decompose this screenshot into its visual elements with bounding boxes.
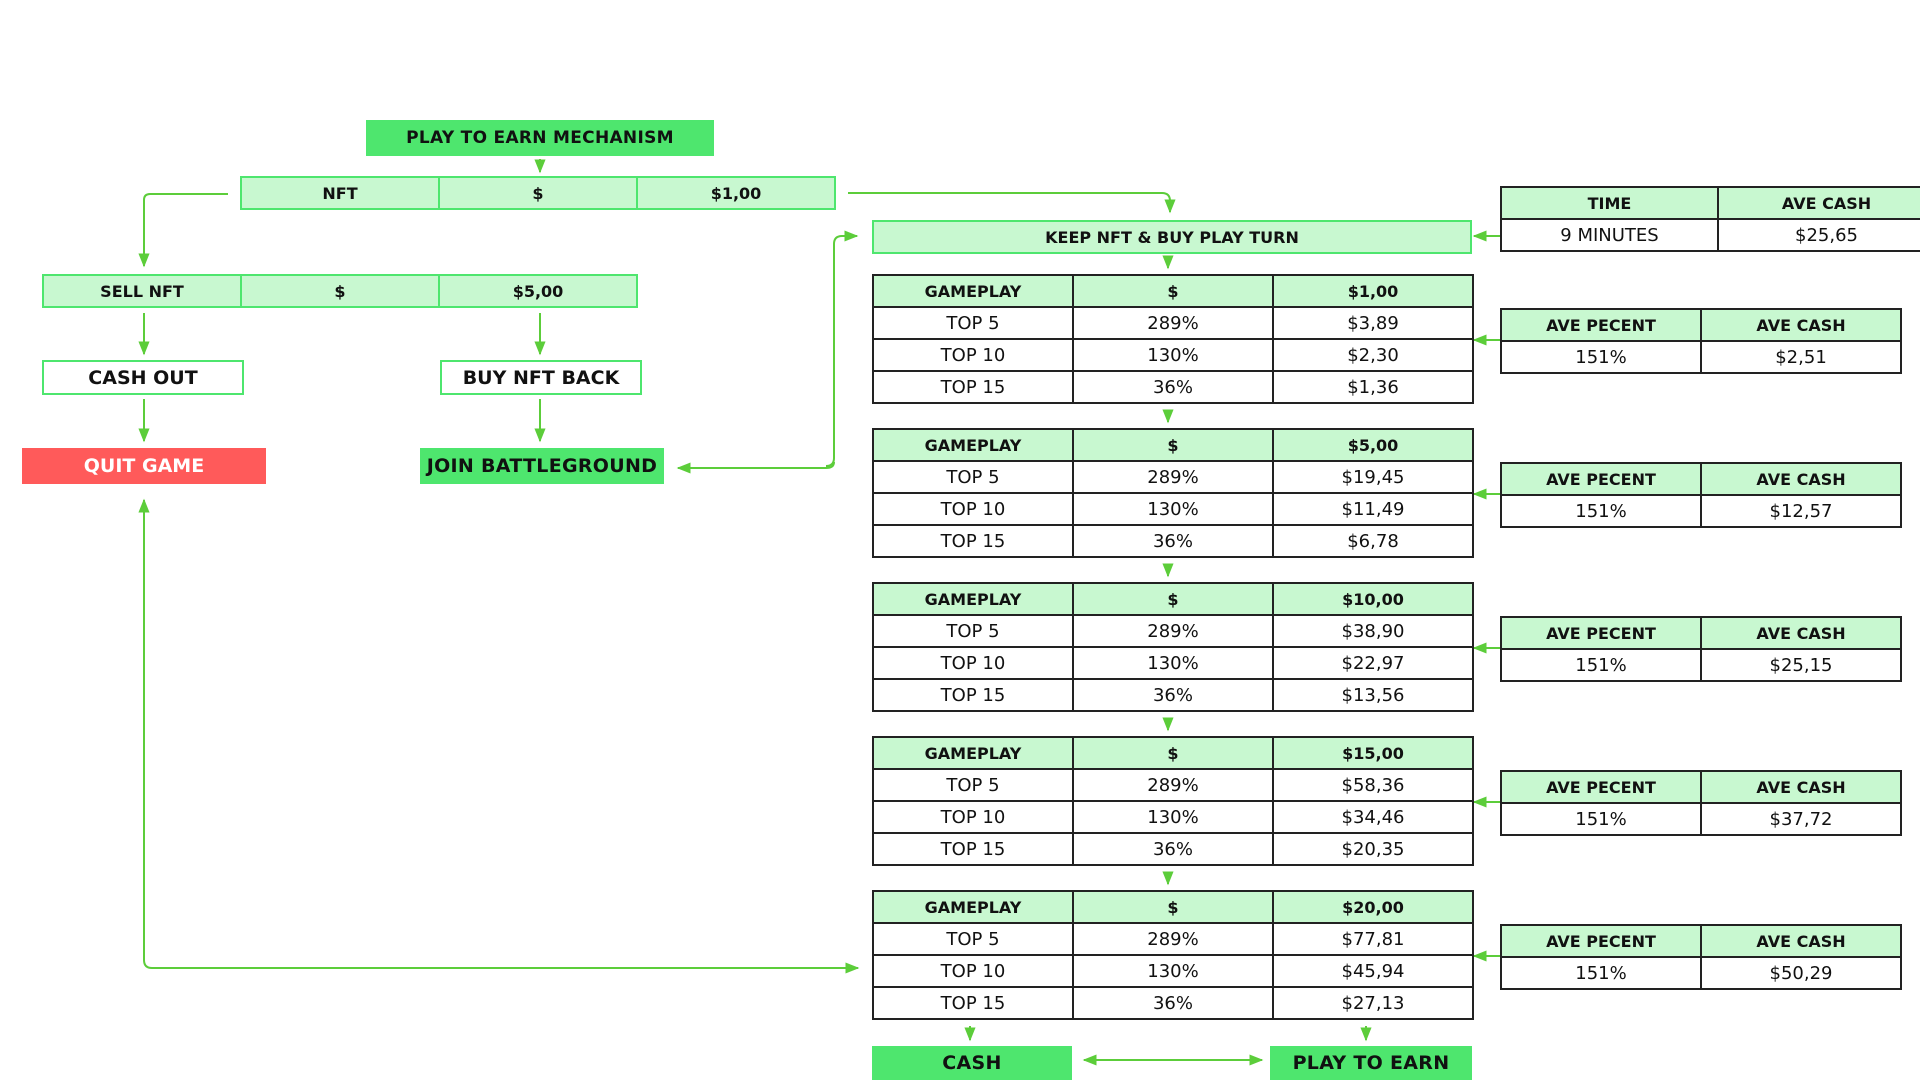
gameplay-cell: 289% [1073, 615, 1273, 647]
keep-nft-row [872, 220, 1472, 254]
sell-currency-cell: $ [240, 274, 440, 308]
ave-cash-header: AVE CASH [1701, 309, 1901, 341]
title-box: PLAY TO EARN MECHANISM [366, 120, 714, 156]
nft-cell: NFT [240, 176, 440, 210]
gameplay-header-cell: GAMEPLAY [873, 275, 1073, 307]
time-table [1500, 186, 1920, 252]
gameplay-cell: 130% [1073, 339, 1273, 371]
join-battleground-box: JOIN BATTLEGROUND [420, 448, 664, 484]
ave-table [1500, 462, 1902, 528]
gameplay-header-row [873, 737, 1473, 769]
gameplay-cell: TOP 5 [873, 615, 1073, 647]
ave-percent-header: AVE PECENT [1501, 771, 1701, 803]
ave-table [1500, 616, 1902, 682]
ave-percent-value: 151% [1501, 495, 1701, 527]
gameplay-cell: $6,78 [1273, 525, 1473, 557]
ave-percent-value: 151% [1501, 803, 1701, 835]
ave-table [1500, 770, 1902, 836]
gameplay-cell: TOP 10 [873, 493, 1073, 525]
nft-row [240, 176, 836, 210]
gameplay-cell: TOP 5 [873, 769, 1073, 801]
gameplay-cell: $77,81 [1273, 923, 1473, 955]
gameplay-cell: $20,35 [1273, 833, 1473, 865]
gameplay-header-cell: GAMEPLAY [873, 891, 1073, 923]
ave-cash-value: $50,29 [1701, 957, 1901, 989]
gameplay-header-cell: $5,00 [1273, 429, 1473, 461]
ave-cash-value: $2,51 [1701, 341, 1901, 373]
cash-out-box: CASH OUT [42, 360, 244, 395]
gameplay-table [872, 890, 1474, 1020]
gameplay-cell: TOP 15 [873, 987, 1073, 1019]
ave-cash-header: AVE CASH [1718, 187, 1920, 219]
time-value: 9 MINUTES [1501, 219, 1718, 251]
sell-price-cell: $5,00 [438, 274, 638, 308]
ave-header-row [1501, 925, 1901, 957]
gameplay-cell: 130% [1073, 493, 1273, 525]
gameplay-header-cell: $ [1073, 891, 1273, 923]
gameplay-table [872, 736, 1474, 866]
gameplay-cell: TOP 10 [873, 955, 1073, 987]
gameplay-cell: 289% [1073, 923, 1273, 955]
ave-cash-value: $25,15 [1701, 649, 1901, 681]
gameplay-header-row [873, 583, 1473, 615]
ave-table [1500, 308, 1902, 374]
arrow-quit-loop [144, 500, 858, 968]
gameplay-cell: $58,36 [1273, 769, 1473, 801]
ave-value-row [1501, 649, 1901, 681]
gameplay-header-cell: $ [1073, 583, 1273, 615]
gameplay-header-cell: $ [1073, 429, 1273, 461]
gameplay-cell: 36% [1073, 371, 1273, 403]
gameplay-header-cell: $ [1073, 275, 1273, 307]
ave-value-row [1501, 957, 1901, 989]
gameplay-cell: TOP 5 [873, 461, 1073, 493]
arrow-join-to-keep [826, 236, 857, 466]
gameplay-cell: $34,46 [1273, 801, 1473, 833]
gameplay-cell: $2,30 [1273, 339, 1473, 371]
gameplay-header-cell: $10,00 [1273, 583, 1473, 615]
gameplay-cell: TOP 15 [873, 679, 1073, 711]
gameplay-cell: TOP 5 [873, 923, 1073, 955]
buy-nft-back-box: BUY NFT BACK [440, 360, 642, 395]
gameplay-cell: TOP 15 [873, 525, 1073, 557]
ave-cash-header: AVE CASH [1701, 771, 1901, 803]
gameplay-row [873, 647, 1473, 679]
gameplay-header-cell: GAMEPLAY [873, 429, 1073, 461]
gameplay-table [872, 582, 1474, 712]
ave-header-row [1501, 309, 1901, 341]
gameplay-cell: TOP 10 [873, 339, 1073, 371]
ave-header-row [1501, 463, 1901, 495]
gameplay-row [873, 833, 1473, 865]
gameplay-row [873, 801, 1473, 833]
gameplay-cell: TOP 10 [873, 801, 1073, 833]
sell-row [42, 274, 638, 308]
gameplay-row [873, 987, 1473, 1019]
gameplay-cell: 130% [1073, 955, 1273, 987]
ave-percent-header: AVE PECENT [1501, 617, 1701, 649]
gameplay-cell: $1,36 [1273, 371, 1473, 403]
arrow-nft-to-sell [144, 194, 228, 266]
gameplay-row [873, 923, 1473, 955]
time-header: TIME [1501, 187, 1718, 219]
sell-nft-cell: SELL NFT [42, 274, 242, 308]
gameplay-cell: TOP 15 [873, 371, 1073, 403]
ave-value-row [1501, 803, 1901, 835]
cash-box: CASH [872, 1046, 1072, 1080]
arrow-nft-to-keep [848, 193, 1170, 212]
gameplay-cell: $22,97 [1273, 647, 1473, 679]
gameplay-header-cell: GAMEPLAY [873, 583, 1073, 615]
gameplay-cell: $27,13 [1273, 987, 1473, 1019]
ave-cash-header: AVE CASH [1701, 617, 1901, 649]
ave-value-row [1501, 495, 1901, 527]
gameplay-cell: $38,90 [1273, 615, 1473, 647]
ave-percent-value: 151% [1501, 341, 1701, 373]
gameplay-cell: $45,94 [1273, 955, 1473, 987]
gameplay-cell: TOP 15 [873, 833, 1073, 865]
ave-cash-value: $37,72 [1701, 803, 1901, 835]
gameplay-header-cell: $20,00 [1273, 891, 1473, 923]
play-to-earn-box: PLAY TO EARN [1270, 1046, 1472, 1080]
gameplay-row [873, 307, 1473, 339]
gameplay-cell: 289% [1073, 769, 1273, 801]
gameplay-row [873, 461, 1473, 493]
ave-percent-header: AVE PECENT [1501, 463, 1701, 495]
gameplay-header-row [873, 275, 1473, 307]
gameplay-cell: 36% [1073, 679, 1273, 711]
ave-cash-value: $12,57 [1701, 495, 1901, 527]
ave-value-row [1501, 341, 1901, 373]
gameplay-row [873, 955, 1473, 987]
gameplay-cell: 289% [1073, 461, 1273, 493]
gameplay-row [873, 493, 1473, 525]
ave-table [1500, 924, 1902, 990]
gameplay-cell: 130% [1073, 801, 1273, 833]
gameplay-cell: 36% [1073, 525, 1273, 557]
ave-percent-value: 151% [1501, 957, 1701, 989]
ave-cash-value: $25,65 [1718, 219, 1920, 251]
ave-cash-header: AVE CASH [1701, 463, 1901, 495]
quit-game-box: QUIT GAME [22, 448, 266, 484]
gameplay-row [873, 371, 1473, 403]
gameplay-row [873, 339, 1473, 371]
ave-percent-value: 151% [1501, 649, 1701, 681]
gameplay-table [872, 428, 1474, 558]
nft-currency-cell: $ [438, 176, 638, 210]
gameplay-header-row [873, 429, 1473, 461]
gameplay-header-cell: $1,00 [1273, 275, 1473, 307]
gameplay-cell: $13,56 [1273, 679, 1473, 711]
gameplay-header-cell: $ [1073, 737, 1273, 769]
gameplay-cell: TOP 5 [873, 307, 1073, 339]
gameplay-row [873, 679, 1473, 711]
gameplay-row [873, 615, 1473, 647]
ave-percent-header: AVE PECENT [1501, 309, 1701, 341]
gameplay-cell: 36% [1073, 987, 1273, 1019]
nft-price-cell: $1,00 [636, 176, 836, 210]
gameplay-cell: $19,45 [1273, 461, 1473, 493]
ave-header-row [1501, 771, 1901, 803]
ave-cash-header: AVE CASH [1701, 925, 1901, 957]
ave-percent-header: AVE PECENT [1501, 925, 1701, 957]
gameplay-cell: $3,89 [1273, 307, 1473, 339]
gameplay-cell: 130% [1073, 647, 1273, 679]
gameplay-table [872, 274, 1474, 404]
arrow-join-back [678, 462, 834, 468]
keep-nft-cell: KEEP NFT & BUY PLAY TURN [872, 220, 1472, 254]
gameplay-cell: 289% [1073, 307, 1273, 339]
gameplay-header-row [873, 891, 1473, 923]
gameplay-cell: 36% [1073, 833, 1273, 865]
ave-header-row [1501, 617, 1901, 649]
gameplay-row [873, 525, 1473, 557]
gameplay-header-cell: GAMEPLAY [873, 737, 1073, 769]
gameplay-header-cell: $15,00 [1273, 737, 1473, 769]
gameplay-cell: TOP 10 [873, 647, 1073, 679]
gameplay-cell: $11,49 [1273, 493, 1473, 525]
gameplay-row [873, 769, 1473, 801]
